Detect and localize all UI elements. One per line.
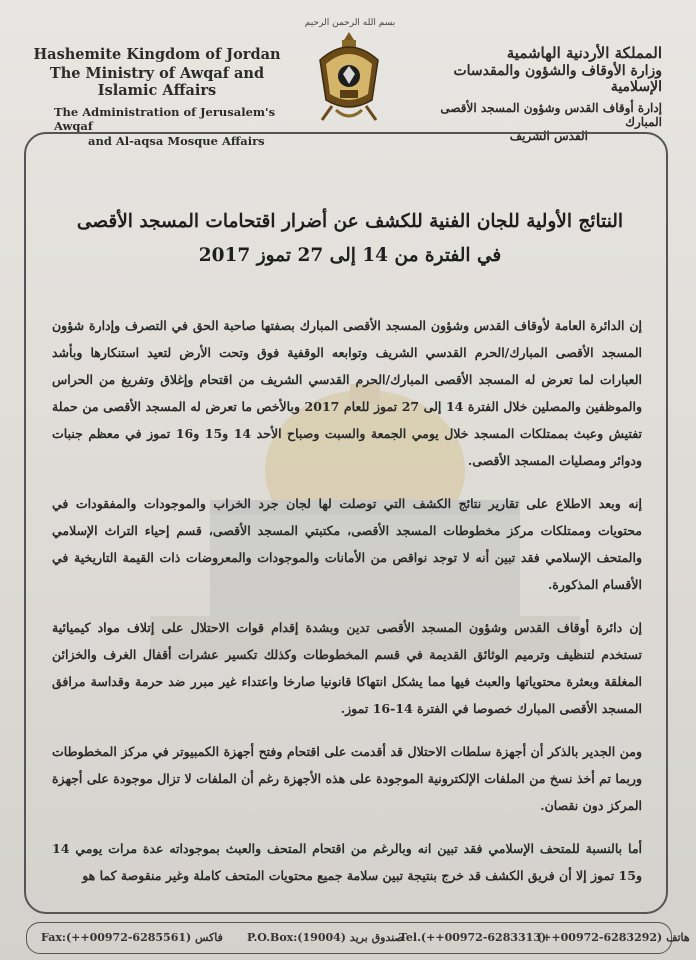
body-paragraph-3: إن دائرة أوقاف القدس وشؤون المسجد الأقصى تدين وبشدة إقدام قوات الاحتلال على إتلاف مواد كيميائية تستخدم لتنظيف وترميم الوثائق القديمة في قسم المخطوطات وكذلك تكسير عشرات أقفال الغرف والخزائن المغلقة وبعثرة محتوياتها والعبث فيها مما يشكل انتهاكا قانونيا صارخا واعتداء غير مبرر ضد حرمة وقداسة مرافق المسجد الأقصى المبارك خصوصا في الفترة 14-16 تموز. [52, 620, 642, 716]
arabic-country-line: المملكة الأردنية الهاشمية [506, 44, 662, 62]
english-country-line: Hashemite Kingdom of Jordan [33, 46, 281, 63]
arabic-letterhead [422, 44, 662, 143]
body-paragraph-5: أما بالنسبة للمتحف الإسلامي فقد تبين انه وبالرغم من اقتحام المتحف والعبث بموجوداته عدة مرات يومي 14 و15 تموز إلا أن فريق الكشف قد خرج بنتيجة تبين سلامة جميع محتويات المتحف كاملة وغير منقوصة كما هو [52, 841, 642, 883]
english-administration-line: The Administration of Jerusalem's Awqaf [54, 105, 276, 133]
arabic-administration-line: إدارة أوقاف القدس وشؤون المسجد الأقصى المبارك [440, 101, 662, 129]
arabic-city-line: القدس الشريف [509, 129, 588, 143]
arabic-ministry-line: وزارة الأوقاف والشؤون والمقدسات الإسلامية [453, 63, 662, 95]
body-paragraph-4: ومن الجدير بالذكر أن أجهزة سلطات الاحتلال قد أقدمت على اقتحام وفتح أجهزة الكمبيوتر في مركز المخطوطات وربما تم أخذ نسخ من الملفات الإلكترونية الموجودة على هذه الأجهزة رغم أن الملفات لا تزال موجودة على أجهزة المركز دون نقصان. [52, 744, 642, 813]
jordan-coat-of-arms-icon [312, 30, 386, 126]
title-line-1: النتائج الأولية للجان الفنية للكشف عن أضرار اقتحامات المسجد الأقصى [76, 211, 624, 232]
fax-number: Fax:(++00972-6285561) فاكس [41, 931, 223, 944]
po-box: P.O.Box:(19004) صندوق بريد [247, 931, 404, 944]
english-ministry-line: The Ministry of Awqaf and Islamic Affairs [49, 65, 265, 99]
basmala: بسم الله الرحمن الرحيم [304, 18, 396, 28]
body-paragraph-2: إنه وبعد الاطلاع على تقارير نتائج الكشف التي توصلت لها لجان جرد الخراب والموجودات والمفقودات في محتويات وممتلكات مركز مخطوطات المسجد الأقصى، مكتبتي المسجد الأقصى، قسم إحياء التراث الإسلامي والمتحف الإسلامي فقد تبين أنه لا توجد نواقص من الأمانات والموجودات والمعروضات ذات القيمة التاريخية في الأقسام المذكورة. [52, 496, 642, 592]
body-paragraph-1: إن الدائرة العامة لأوقاف القدس وشؤون المسجد الأقصى المبارك بصفتها صاحبة الحق في التصرف وإدارة شؤون المسجد الأقصى المبارك/الحرم القدسي الشريف وتوابعه الوقفية فوق وتحت الأرض لتعيد استنكارها وبأشد العبارات لما تعرض له المسجد الأقصى المبارك/الحرم القدسي الشريف من اقتحام وإغلاق وتفريغ من الحراس والموظفين والمصلين خلال الفترة 14 إلى 27 تموز للعام 2017 وبالأخص ما تعرض له المسجد الأقصى من حملة تفتيش وعبث بممتلكات المسجد خلال يومي الجمعة والسبت وصباح الأحد 14 و15 و16 تموز في معظم جنبات ودوائر ومصليات المسجد الأقصى. [52, 318, 643, 468]
title-line-2: في الفترة من 14 إلى 27 تموز 2017 [198, 245, 502, 266]
contact-footer [26, 922, 690, 954]
english-administration-line-2: and Al-aqsa Mosque Affairs [88, 134, 265, 148]
document-title [60, 205, 640, 273]
telephone-number: Tel.(++00972-6283313) [399, 931, 547, 944]
telephone-number-2: (++00972-6283292) هاتف [537, 931, 690, 944]
document-body [52, 312, 642, 905]
